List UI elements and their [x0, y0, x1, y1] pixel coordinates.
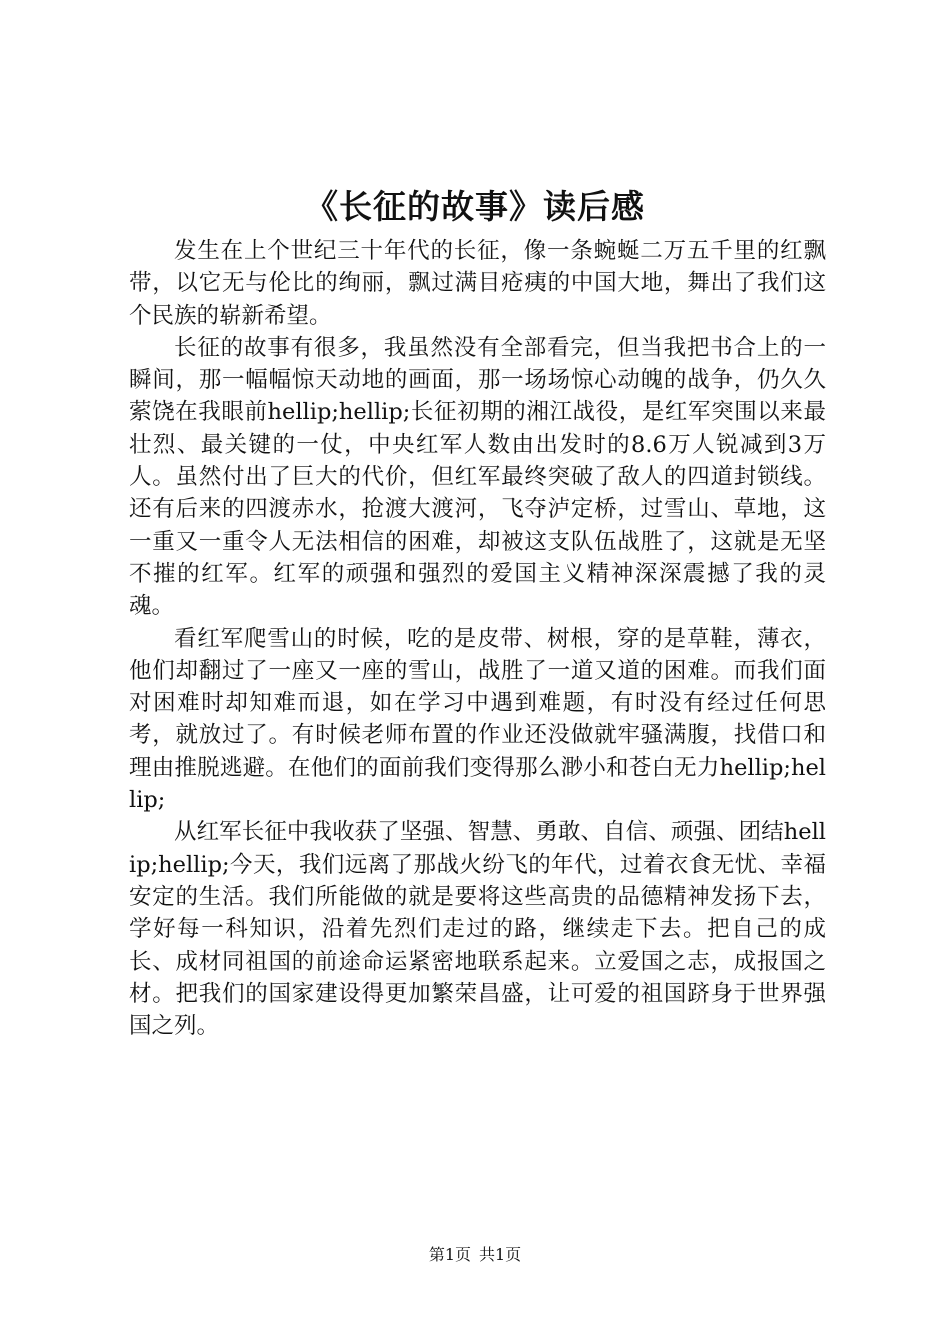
document-body	[129, 235, 826, 1042]
paragraph: 发生在上个世纪三十年代的长征，像一条蜿蜒二万五千里的红飘带，以它无与伦比的绚丽，飘过满目疮痍的中国大地，舞出了我们这个民族的崭新希望。	[129, 238, 826, 329]
paragraph: 看红军爬雪山的时候，吃的是皮带、树根，穿的是草鞋，薄衣，他们却翻过了一座又一座的雪山，战胜了一道又道的困难。而我们面对困难时却知难而退，如在学习中遇到难题，有时没有经过任何思考，就放过了。有时候老师布置的作业还没做就牢骚满腹，找借口和理由推脱逃避。在他们的面前我们变得那么渺小和苍白无力hellip;hellip;	[129, 625, 826, 814]
paragraph: 长征的故事有很多，我虽然没有全部看完，但当我把书合上的一瞬间，那一幅幅惊天动地的画面，那一场场惊心动魄的战争，仍久久萦饶在我眼前hellip;hellip;长征初期的湘江战役，是红军突围以来最壮烈、最关键的一仗，中央红军人数由出发时的8.6万人锐减到3万人。虽然付出了巨大的代价，但红军最终突破了敌人的四道封锁线。还有后来的四渡赤水，抢渡大渡河，飞夺泸定桥，过雪山、草地，这一重又一重令人无法相信的困难，却被这支队伍战胜了，这就是无坚不摧的红军。红军的顽强和强烈的爱国主义精神深深震撼了我的灵魂。	[129, 334, 826, 620]
page-number-current: 第1页	[428, 1245, 471, 1264]
page-number-total: 共1页	[479, 1245, 522, 1264]
paragraph: 从红军长征中我收获了坚强、智慧、勇敢、自信、顽强、团结hellip;hellip;今天，我们远离了那战火纷飞的年代，过着衣食无忧、幸福安定的生活。我们所能做的就是要将这些高贵的品德精神发扬下去，学好每一科知识，沿着先烈们走过的路，继续走下去。把自己的成长、成材同祖国的前途命运紧密地联系起来。立爱国之志，成报国之材。把我们的国家建设得更加繁荣昌盛，让可爱的祖国跻身于世界强国之列。	[129, 819, 826, 1040]
document-title: 《长征的故事》读后感	[305, 187, 645, 226]
page-footer	[0, 1244, 950, 1266]
